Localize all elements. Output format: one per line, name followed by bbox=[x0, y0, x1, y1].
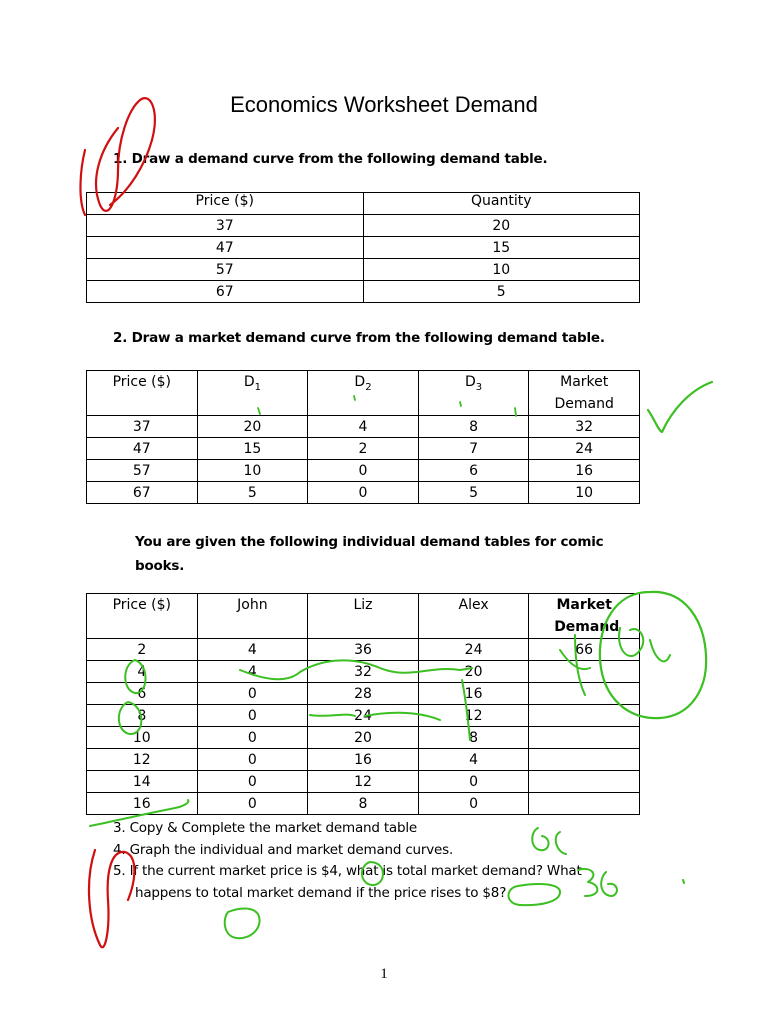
cell bbox=[529, 705, 640, 727]
table-row bbox=[87, 771, 640, 793]
cell: 0 bbox=[197, 793, 308, 815]
cell: 10 bbox=[363, 259, 640, 281]
cell: 20 bbox=[197, 416, 308, 438]
cell: 7 bbox=[418, 438, 529, 460]
header-label: D bbox=[465, 374, 476, 390]
cell: 36 bbox=[308, 639, 419, 661]
cell: 5 bbox=[418, 482, 529, 504]
green-written-56 bbox=[532, 828, 566, 854]
table-row bbox=[87, 793, 640, 815]
header-d3 bbox=[418, 371, 529, 416]
demand-table-1 bbox=[86, 192, 640, 303]
cell: 6 bbox=[87, 683, 198, 705]
cell: 67 bbox=[87, 482, 198, 504]
cell: 5 bbox=[363, 281, 640, 303]
green-written-36 bbox=[578, 869, 617, 896]
table-row bbox=[87, 727, 640, 749]
cell: 12 bbox=[87, 749, 198, 771]
cell: 4 bbox=[308, 416, 419, 438]
cell: 0 bbox=[418, 771, 529, 793]
cell: 37 bbox=[87, 416, 198, 438]
cell: 47 bbox=[87, 438, 198, 460]
cell: 47 bbox=[87, 237, 364, 259]
cell: 0 bbox=[308, 460, 419, 482]
table-row bbox=[87, 705, 640, 727]
page-number: 1 bbox=[380, 966, 388, 982]
cell: 8 bbox=[418, 416, 529, 438]
cell bbox=[529, 771, 640, 793]
table-row bbox=[87, 237, 640, 259]
green-dot bbox=[683, 880, 684, 883]
question-5-line-2: happens to total market demand if the price rises to $8? bbox=[135, 885, 507, 901]
cell: 15 bbox=[363, 237, 640, 259]
cell: 8 bbox=[308, 793, 419, 815]
cell: 24 bbox=[308, 705, 419, 727]
table-row bbox=[87, 259, 640, 281]
header-label: D bbox=[354, 374, 366, 390]
page-title: Economics Worksheet Demand bbox=[230, 92, 538, 117]
green-oval-8-dollar bbox=[508, 884, 560, 905]
table-row bbox=[87, 460, 640, 482]
cell: 57 bbox=[87, 259, 364, 281]
table-row bbox=[87, 482, 640, 504]
header-quantity: Quantity bbox=[363, 193, 640, 215]
cell: 20 bbox=[308, 727, 419, 749]
cell: 10 bbox=[197, 460, 308, 482]
question-5-line-1: 5. If the current market price is $4, what is total market demand? What bbox=[113, 863, 582, 879]
cell: 32 bbox=[308, 661, 419, 683]
table-row bbox=[87, 639, 640, 661]
table-row bbox=[87, 661, 640, 683]
cell: 4 bbox=[197, 661, 308, 683]
red-stroke-mark-top bbox=[80, 150, 85, 215]
cell: 16 bbox=[529, 460, 640, 482]
table-row bbox=[87, 281, 640, 303]
cell: 0 bbox=[197, 705, 308, 727]
green-checkmark bbox=[648, 382, 712, 432]
cell: 67 bbox=[87, 281, 364, 303]
cell: 0 bbox=[197, 771, 308, 793]
subscript: 3 bbox=[475, 381, 483, 393]
green-written-56-low bbox=[225, 909, 260, 939]
cell: 10 bbox=[87, 727, 198, 749]
market-demand-table bbox=[86, 370, 640, 504]
table-row bbox=[87, 749, 640, 771]
cell bbox=[529, 661, 640, 683]
cell: 10 bbox=[529, 482, 640, 504]
cell: 14 bbox=[87, 771, 198, 793]
header-price: Price ($) bbox=[87, 193, 364, 215]
cell: 16 bbox=[308, 749, 419, 771]
cell: 32 bbox=[529, 416, 640, 438]
cell bbox=[529, 683, 640, 705]
cell: 37 bbox=[87, 215, 364, 237]
header-market-demand bbox=[529, 594, 640, 639]
cell: 24 bbox=[418, 639, 529, 661]
cell: 15 bbox=[197, 438, 308, 460]
subscript: 2 bbox=[365, 381, 372, 393]
cell: 6 bbox=[418, 460, 529, 482]
cell: 2 bbox=[87, 639, 198, 661]
cell: 0 bbox=[197, 683, 308, 705]
cell: 12 bbox=[308, 771, 419, 793]
table-row bbox=[87, 215, 640, 237]
header-price: Price ($) bbox=[87, 371, 198, 416]
cell: 20 bbox=[418, 661, 529, 683]
cell: 4 bbox=[87, 661, 198, 683]
table-row bbox=[87, 683, 640, 705]
header-d1 bbox=[197, 371, 308, 416]
comic-book-demand-table bbox=[86, 593, 640, 815]
question-4: 4. Graph the individual and market demand curves. bbox=[113, 842, 454, 858]
cell: 5 bbox=[197, 482, 308, 504]
header-liz: Liz bbox=[308, 594, 419, 639]
cell: 57 bbox=[87, 460, 198, 482]
cell: 16 bbox=[418, 683, 529, 705]
cell: 0 bbox=[308, 482, 419, 504]
header-label: Market Demand bbox=[554, 374, 614, 412]
cell: 20 bbox=[363, 215, 640, 237]
cell bbox=[529, 727, 640, 749]
table-row bbox=[87, 416, 640, 438]
question-3: 3. Copy & Complete the market demand table bbox=[113, 820, 418, 836]
header-label: D bbox=[243, 374, 255, 390]
table-row bbox=[87, 438, 640, 460]
header-alex: Alex bbox=[418, 594, 529, 639]
cell: 4 bbox=[418, 749, 529, 771]
header-label: Market Demand bbox=[554, 597, 620, 635]
cell: 2 bbox=[308, 438, 419, 460]
subscript: 1 bbox=[254, 381, 261, 393]
header-john: John bbox=[197, 594, 308, 639]
cell: 24 bbox=[529, 438, 640, 460]
cell: 8 bbox=[418, 727, 529, 749]
header-market-demand bbox=[529, 371, 640, 416]
intro-comic-books: You are given the following individual demand tables for comic books. bbox=[135, 534, 604, 574]
question-1: 1. Draw a demand curve from the following demand table. bbox=[113, 151, 548, 167]
cell: 0 bbox=[418, 793, 529, 815]
cell: 66 bbox=[529, 639, 640, 661]
cell: 8 bbox=[87, 705, 198, 727]
question-2: 2. Draw a market demand curve from the following demand table. bbox=[113, 330, 605, 346]
header-d2 bbox=[308, 371, 419, 416]
cell: 16 bbox=[87, 793, 198, 815]
header-price: Price ($) bbox=[87, 594, 198, 639]
cell: 4 bbox=[197, 639, 308, 661]
cell: 0 bbox=[197, 749, 308, 771]
cell: 0 bbox=[197, 727, 308, 749]
cell: 28 bbox=[308, 683, 419, 705]
cell: 12 bbox=[418, 705, 529, 727]
cell bbox=[529, 793, 640, 815]
cell bbox=[529, 749, 640, 771]
